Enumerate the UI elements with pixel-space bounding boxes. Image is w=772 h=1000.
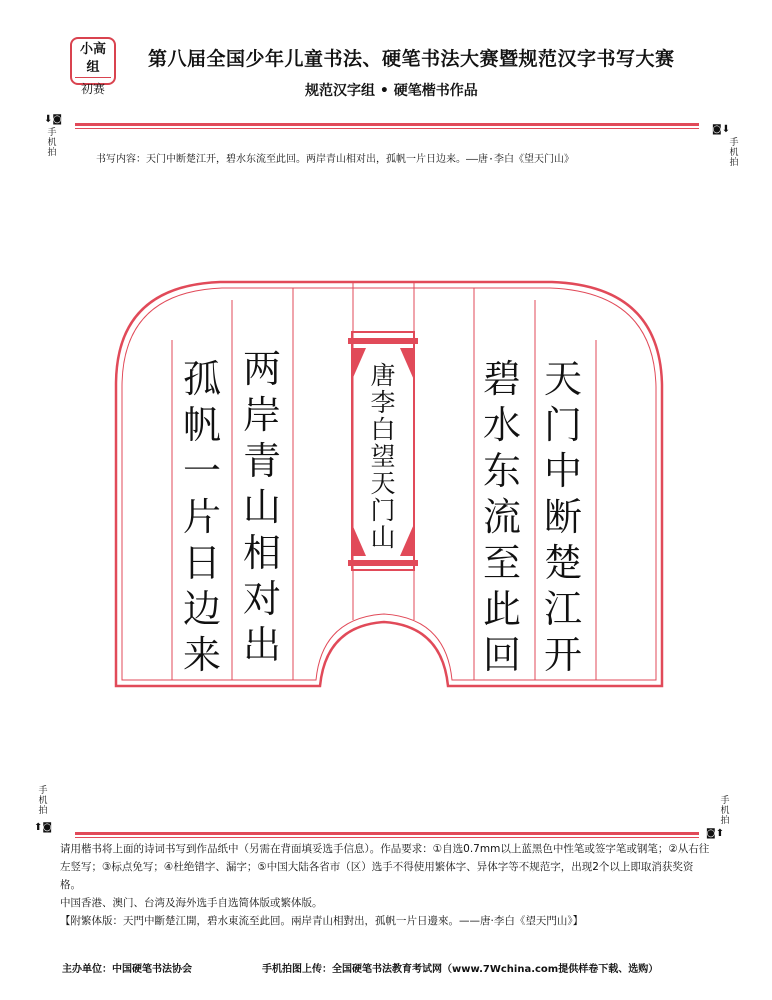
bottom-divider [75,832,699,835]
calligraphy-column-1: 天门中断楚江开 [543,357,582,677]
calligraphy-column-4: 孤帆一片日边来 [182,357,221,677]
camera-icon: ◙⬆ [706,828,725,839]
upload-info: 手机拍图上传：全国硬笔书法教育考试网（www.7Wchina.com提供样卷下载、选购） [262,964,659,975]
requirements-text: 请用楷书将上面的诗词书写到作品纸中（另需在背面填妥选手信息）。作品要求：①自选0.7mm以上蓝黑色中性笔或签字笔或钢笔；②从右往左竖写；③标点免写；④杜绝错字、漏字；⑤中国大陆各省市（区）选手不得使用繁体字、异体字等不规范字，出现2个以上即取消获奖资格。 [60,843,710,891]
camera-icon: ◙⬇ [712,124,731,135]
page-subtitle: 规范汉字组 • 硬笔楷书作品 [305,83,478,99]
hk-note: 中国香港、澳门、台湾及海外选手自选简体版或繁体版。 [60,897,323,909]
calligraphy-column-2: 碧水东流至此回 [482,357,521,677]
camera-icon: ⬇◙ [44,114,63,125]
calligraphy-title-column: 唐李白望天门山 [370,361,396,552]
round-label: 初赛 [80,82,105,96]
instructions [60,840,712,930]
organizer: 主办单位：中国硬笔书法协会 [62,964,192,975]
camera-icon: ⬆◙ [34,822,53,833]
phone-label-tr: 手机拍 [729,138,739,168]
bottom-divider-thin [75,837,699,838]
group-label: 小高组 [75,39,111,78]
calligraphy-column-3: 两岸青山相对出 [242,347,281,667]
traditional-version: 【附繁体版：天門中斷楚江開，碧水東流至此回。兩岸青山相對出，孤帆一片日邊來。——唐·李白《望天門山》】 [60,915,584,927]
phone-label-br: 手机拍 [720,796,730,826]
phone-label-tl: 手机拍 [47,128,57,158]
phone-label-bl: 手机拍 [38,786,48,816]
writing-content: 书写内容：天门中断楚江开，碧水东流至此回。两岸青山相对出，孤帆一片日边来。——唐·李白《望天门山》 [96,154,575,165]
page-title: 第八届全国少年儿童书法、硬笔书法大赛暨规范汉字书写大赛 [148,48,675,70]
